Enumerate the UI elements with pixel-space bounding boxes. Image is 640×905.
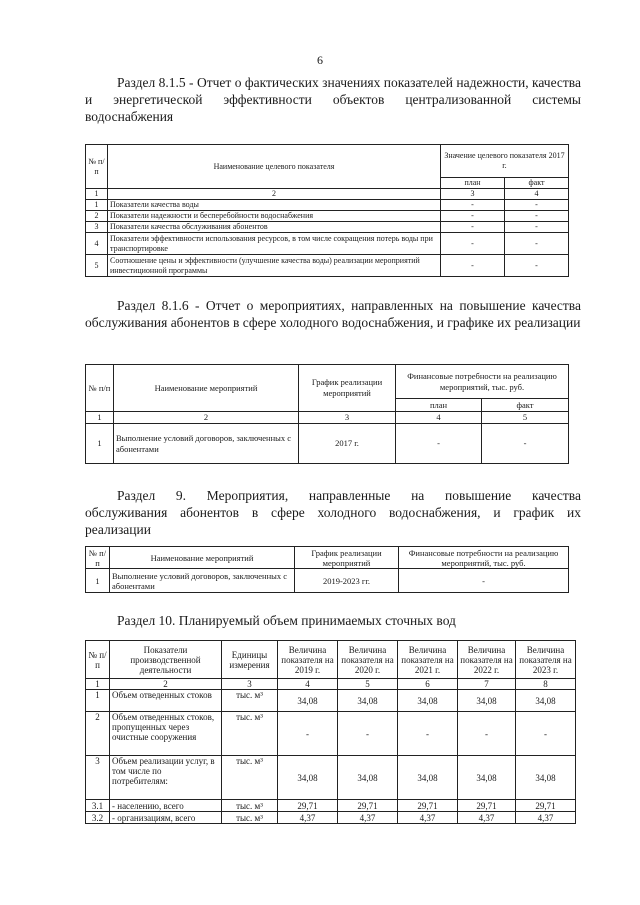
col-value-header: Значение целевого показателя 2017 г. — [441, 145, 569, 178]
col-finance-header: Финансовые потребности на реализацию мероприятий, тыс. руб. — [399, 547, 569, 569]
index-row — [86, 412, 569, 424]
index-cell: 1 — [86, 412, 114, 424]
section-8-1-6-title: Раздел 8.1.6 - Отчет о мероприятиях, направленных на повышение качества обслуживания абонентов в сфере холодного водоснабжения, и графике их реализации — [85, 298, 581, 330]
col-finance-header: Финансовые потребности на реализацию мероприятий, тыс. руб. — [396, 365, 569, 399]
row-name: Показатели эффективности использования ресурсов, в том числе сокращения потерь воды при транспортировке — [108, 233, 441, 255]
table-row — [86, 690, 576, 712]
page-number: 6 — [317, 53, 323, 67]
row-name: Показатели качества обслуживания абонентов — [108, 222, 441, 233]
row-num: 1 — [86, 200, 108, 211]
table-row — [86, 756, 576, 800]
index-cell: 2 — [108, 189, 441, 200]
col-plan-header: план — [441, 178, 505, 189]
index-row — [86, 679, 576, 690]
col-num-header: № п/п — [86, 641, 110, 679]
row-finance: - — [399, 569, 569, 593]
table-row — [86, 424, 569, 464]
row-value-2020: 34,08 — [338, 756, 398, 800]
row-value-2023: 34,08 — [516, 756, 576, 800]
row-fact: - — [482, 424, 569, 464]
col-fact-header: факт — [505, 178, 569, 189]
row-value-2020: 29,71 — [338, 800, 398, 812]
row-unit: тыс. м³ — [222, 756, 278, 800]
table-row — [86, 800, 576, 812]
row-value-2021: - — [398, 712, 458, 756]
row-value-2023: 34,08 — [516, 690, 576, 712]
row-indicator: - населению, всего — [110, 800, 222, 812]
col-plan-header: план — [396, 399, 482, 412]
row-value-2020: 4,37 — [338, 812, 398, 824]
row-value-2023: 29,71 — [516, 800, 576, 812]
index-cell: 1 — [86, 189, 108, 200]
table-row — [86, 211, 569, 222]
index-row — [86, 189, 569, 200]
row-value-2021: 34,08 — [398, 690, 458, 712]
row-schedule: 2017 г. — [299, 424, 396, 464]
table-row — [86, 255, 569, 277]
row-value-2021: 4,37 — [398, 812, 458, 824]
row-indicator: - организациям, всего — [110, 812, 222, 824]
row-num: 5 — [86, 255, 108, 277]
index-cell: 3 — [441, 189, 505, 200]
row-value-2019: 34,08 — [278, 690, 338, 712]
table-8-1-6 — [85, 364, 569, 464]
row-value-2023: - — [516, 712, 576, 756]
row-num: 2 — [86, 211, 108, 222]
row-value-2022: 34,08 — [458, 756, 516, 800]
table-8-1-5 — [85, 144, 569, 277]
col-2021-header: Величина показателя на 2021 г. — [398, 641, 458, 679]
row-value-2019: - — [278, 712, 338, 756]
row-fact: - — [505, 233, 569, 255]
table-row — [86, 233, 569, 255]
index-cell: 5 — [482, 412, 569, 424]
row-num: 3.1 — [86, 800, 110, 812]
row-value-2021: 29,71 — [398, 800, 458, 812]
table-row — [86, 812, 576, 824]
row-name: Показатели качества воды — [108, 200, 441, 211]
section-10-title: Раздел 10. Планируемый объем принимаемых сточных вод — [117, 613, 456, 628]
section-8-1-5-title: Раздел 8.1.5 - Отчет о фактических значениях показателей надежности, качества и энергетической эффективности объектов централизованной системы водоснабжения — [85, 75, 581, 124]
row-fact: - — [505, 222, 569, 233]
index-cell: 3 — [222, 679, 278, 690]
index-cell: 3 — [299, 412, 396, 424]
index-cell: 4 — [278, 679, 338, 690]
col-num-header: № п/п — [86, 365, 114, 412]
row-value-2021: 34,08 — [398, 756, 458, 800]
col-indicator-header: Показатели производственной деятельности — [110, 641, 222, 679]
row-unit: тыс. м³ — [222, 812, 278, 824]
index-cell: 4 — [505, 189, 569, 200]
col-2023-header: Величина показателя на 2023 г. — [516, 641, 576, 679]
row-name: Выполнение условий договоров, заключенных с абонентами — [114, 424, 299, 464]
section-9-title-line3: реализации — [85, 522, 151, 537]
row-value-2020: - — [338, 712, 398, 756]
col-num-header: № п/п — [86, 145, 108, 189]
row-plan: - — [441, 211, 505, 222]
section-9-title-line1: Раздел 9. Мероприятия, направленные на повышение качества — [117, 488, 581, 503]
row-plan: - — [441, 200, 505, 211]
col-2020-header: Величина показателя на 2020 г. — [338, 641, 398, 679]
row-value-2022: 4,37 — [458, 812, 516, 824]
col-name-header: Наименование целевого показателя — [108, 145, 441, 189]
row-value-2023: 4,37 — [516, 812, 576, 824]
row-value-2019: 4,37 — [278, 812, 338, 824]
section-9-title — [85, 487, 581, 538]
index-cell: 4 — [396, 412, 482, 424]
row-num: 3 — [86, 756, 110, 800]
row-fact: - — [505, 255, 569, 277]
row-value-2020: 34,08 — [338, 690, 398, 712]
col-name-header: Наименование мероприятий — [114, 365, 299, 412]
table-row — [86, 569, 569, 593]
row-value-2022: - — [458, 712, 516, 756]
col-schedule-header: График реализации мероприятий — [295, 547, 399, 569]
row-num: 3 — [86, 222, 108, 233]
row-value-2019: 34,08 — [278, 756, 338, 800]
index-cell: 5 — [338, 679, 398, 690]
row-unit: тыс. м³ — [222, 690, 278, 712]
row-fact: - — [505, 211, 569, 222]
index-cell: 2 — [110, 679, 222, 690]
col-fact-header: факт — [482, 399, 569, 412]
row-num: 3.2 — [86, 812, 110, 824]
col-2022-header: Величина показателя на 2022 г. — [458, 641, 516, 679]
row-value-2022: 34,08 — [458, 690, 516, 712]
table-10 — [85, 640, 576, 824]
row-indicator: Объем реализации услуг, в том числе по потребителям: — [110, 756, 222, 800]
table-row — [86, 222, 569, 233]
index-cell: 8 — [516, 679, 576, 690]
row-plan: - — [441, 222, 505, 233]
row-name: Показатели надежности и бесперебойности водоснабжения — [108, 211, 441, 222]
section-9-title-line2: обслуживания абонентов в сфере холодного водоснабжения, и график их — [85, 505, 581, 520]
row-value-2022: 29,71 — [458, 800, 516, 812]
row-unit: тыс. м³ — [222, 712, 278, 756]
index-cell: 7 — [458, 679, 516, 690]
row-unit: тыс. м³ — [222, 800, 278, 812]
row-num: 4 — [86, 233, 108, 255]
row-num: 2 — [86, 712, 110, 756]
index-cell: 2 — [114, 412, 299, 424]
row-name: Соотношение цены и эффективности (улучшение качества воды) реализации мероприятий инвестиционной программы — [108, 255, 441, 277]
table-row — [86, 712, 576, 756]
row-plan: - — [441, 233, 505, 255]
table-9 — [85, 546, 569, 593]
row-fact: - — [505, 200, 569, 211]
row-indicator: Объем отведенных стоков, пропущенных через очистные сооружения — [110, 712, 222, 756]
row-indicator: Объем отведенных стоков — [110, 690, 222, 712]
row-plan: - — [396, 424, 482, 464]
row-name: Выполнение условий договоров, заключенных с абонентами — [110, 569, 295, 593]
row-num: 1 — [86, 690, 110, 712]
row-value-2019: 29,71 — [278, 800, 338, 812]
index-cell: 1 — [86, 679, 110, 690]
row-schedule: 2019-2023 гг. — [295, 569, 399, 593]
col-schedule-header: График реализации мероприятий — [299, 365, 396, 412]
col-name-header: Наименование мероприятий — [110, 547, 295, 569]
col-2019-header: Величина показателя на 2019 г. — [278, 641, 338, 679]
row-num: 1 — [86, 569, 110, 593]
index-cell: 6 — [398, 679, 458, 690]
row-num: 1 — [86, 424, 114, 464]
table-row — [86, 200, 569, 211]
col-num-header: № п/п — [86, 547, 110, 569]
row-plan: - — [441, 255, 505, 277]
col-unit-header: Единицы измерения — [222, 641, 278, 679]
